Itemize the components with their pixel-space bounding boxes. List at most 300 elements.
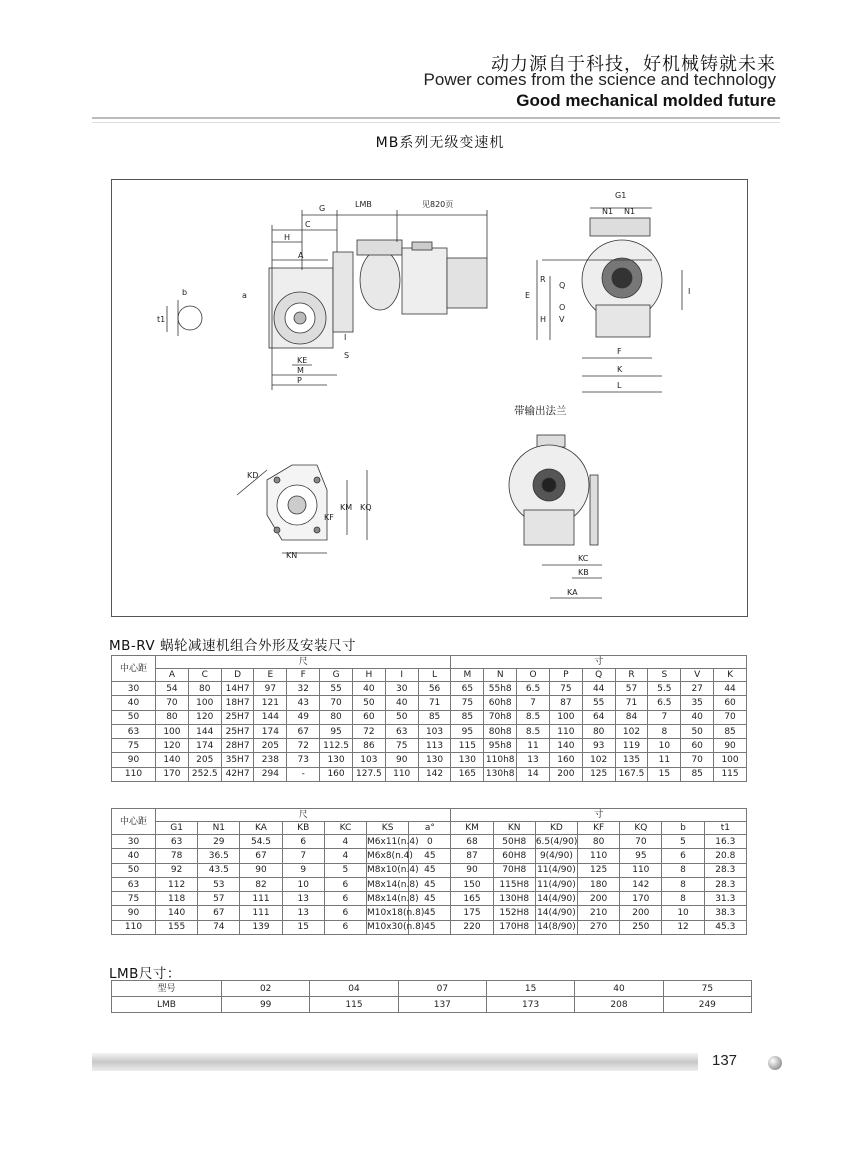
table-cell: - [287, 767, 320, 781]
table-cell: 11 [648, 753, 681, 767]
table-cell: 80 [156, 710, 189, 724]
table-cell: 71 [418, 696, 451, 710]
dim-label-kc: KC [578, 554, 589, 563]
table-cell: 30 [112, 835, 156, 849]
dimension-table-2 [111, 808, 747, 935]
table-cell: 45 [409, 920, 451, 934]
column-header: A [156, 669, 189, 682]
table-cell: 8 [662, 877, 704, 891]
table-cell: 12 [662, 920, 704, 934]
table-cell: 14(8/90) [535, 920, 577, 934]
table-cell: 205 [188, 753, 221, 767]
table-cell: 31.3 [704, 892, 746, 906]
table-cell: 14(4/90) [535, 906, 577, 920]
table-cell: 63 [112, 877, 156, 891]
table-cell: 9(4/90) [535, 849, 577, 863]
dim-label-i: I [344, 333, 347, 342]
table-cell: 100 [714, 753, 747, 767]
table-cell: 85 [714, 724, 747, 738]
table-row [112, 696, 747, 710]
table-cell: 144 [188, 724, 221, 738]
table-cell: 112 [156, 877, 198, 891]
column-header: L [418, 669, 451, 682]
table-cell: 70 [620, 835, 662, 849]
table-cell: 45.3 [704, 920, 746, 934]
table-cell: 111 [240, 892, 282, 906]
lmb-label: LMB [112, 997, 222, 1013]
page-title: MB系列无级变速机 [375, 135, 505, 151]
table-cell: 170H8 [493, 920, 535, 934]
footer-bar [92, 1053, 698, 1071]
table-cell: 42H7 [221, 767, 254, 781]
table1-title: MB-RV 蜗轮减速机组合外形及安装尺寸 [109, 638, 356, 654]
table-cell: 85 [418, 710, 451, 724]
dim-label-ke: KE [297, 356, 308, 365]
dim-label-r: R [540, 275, 546, 284]
column-header: t1 [704, 822, 746, 835]
dim-label-see-page: 见820页 [422, 200, 454, 209]
table-row [112, 849, 747, 863]
table-cell: 125 [582, 767, 615, 781]
table-row [112, 767, 747, 781]
table-cell: 50 [112, 710, 156, 724]
header-rule-thin [92, 122, 780, 123]
table-cell: 130h8 [484, 767, 517, 781]
table-cell: 95 [620, 849, 662, 863]
slogan-english-bold: Good mechanical molded future [516, 91, 776, 110]
table-cell: 78 [156, 849, 198, 863]
table-cell: 115 [451, 739, 484, 753]
table-cell: 121 [254, 696, 287, 710]
table-cell: 160 [320, 767, 353, 781]
table-cell: 82 [240, 877, 282, 891]
table-cell: 55h8 [484, 682, 517, 696]
table-cell: 113 [418, 739, 451, 753]
table-cell: 270 [578, 920, 620, 934]
table-cell: 0 [409, 835, 451, 849]
table-cell: 30 [385, 682, 418, 696]
table-cell: 250 [620, 920, 662, 934]
table-cell: 67 [287, 724, 320, 738]
lmb-cell: 249 [663, 997, 751, 1013]
column-header: Q [582, 669, 615, 682]
table-cell: 100 [188, 696, 221, 710]
table-cell: 95 [451, 724, 484, 738]
lmb-cell: 115 [310, 997, 398, 1013]
table-cell: 57 [198, 892, 240, 906]
table-cell: 7 [648, 710, 681, 724]
column-header: P [549, 669, 582, 682]
dim-label-alpha: a [242, 291, 247, 300]
table-row [112, 682, 747, 696]
table-cell: 14H7 [221, 682, 254, 696]
table-cell: 125 [578, 863, 620, 877]
table-cell: 139 [240, 920, 282, 934]
lmb-cell: 173 [486, 997, 574, 1013]
table-cell: 200 [549, 767, 582, 781]
table-cell: 90 [112, 906, 156, 920]
table-cell: 110 [578, 849, 620, 863]
table-cell: 6 [662, 849, 704, 863]
table-row [112, 892, 747, 906]
table-cell: 90 [451, 863, 493, 877]
table-cell: 200 [578, 892, 620, 906]
dim-label-b: b [182, 288, 188, 297]
dim-label-kq: KQ [360, 503, 372, 512]
table-cell: 13 [282, 906, 324, 920]
column-header: N1 [198, 822, 240, 835]
lmb-cell: 137 [398, 997, 486, 1013]
table-cell: 80h8 [484, 724, 517, 738]
table-cell: 40 [385, 696, 418, 710]
table-cell: 6.5(4/90) [535, 835, 577, 849]
table-cell: 45 [409, 863, 451, 877]
column-header: V [681, 669, 714, 682]
table-cell: 87 [451, 849, 493, 863]
table-cell: 11 [517, 739, 550, 753]
table-cell: 75 [549, 682, 582, 696]
table-row [112, 920, 747, 934]
table-cell: 53 [198, 877, 240, 891]
table-cell: 8 [648, 724, 681, 738]
table-cell: 174 [188, 739, 221, 753]
table-cell: 170 [156, 767, 189, 781]
table-cell: 220 [451, 920, 493, 934]
lmb-cell: 99 [222, 997, 310, 1013]
dim-label-kb: KB [578, 568, 589, 577]
table-cell: 152H8 [493, 906, 535, 920]
table-cell: 90 [112, 753, 156, 767]
table-cell: 6.5 [517, 682, 550, 696]
table-row [112, 710, 747, 724]
table-cell: 200 [620, 906, 662, 920]
table-cell: M10x30(n.8) [367, 920, 409, 934]
column-header: KB [282, 822, 324, 835]
column-header: KN [493, 822, 535, 835]
table-cell: 180 [578, 877, 620, 891]
table-cell: 5 [324, 863, 366, 877]
dim-label-p: P [297, 376, 302, 385]
column-header: KM [451, 822, 493, 835]
table-row [112, 863, 747, 877]
table-cell: 118 [156, 892, 198, 906]
column-header: M [451, 669, 484, 682]
slogan-english: Power comes from the science and technology [423, 70, 776, 89]
dim-label-a: A [298, 251, 304, 260]
table-cell: 56 [418, 682, 451, 696]
lmb-row [112, 997, 752, 1013]
table-cell: 6 [324, 920, 366, 934]
page-dot-icon [768, 1056, 782, 1070]
table-cell: 27 [681, 682, 714, 696]
table-cell: 165 [451, 892, 493, 906]
table-cell: 92 [156, 863, 198, 877]
dim-label-s: S [344, 351, 350, 360]
column-header: K [714, 669, 747, 682]
table-cell: 175 [451, 906, 493, 920]
table-cell: 14 [517, 767, 550, 781]
table-cell: 4 [324, 849, 366, 863]
column-header: S [648, 669, 681, 682]
dim-label-e: E [525, 291, 531, 300]
table-cell: 67 [240, 849, 282, 863]
table-cell: 5 [662, 835, 704, 849]
table-cell: 67 [198, 906, 240, 920]
table-cell: 80 [578, 835, 620, 849]
table-cell: 155 [156, 920, 198, 934]
size-header-b: 寸 [451, 809, 747, 822]
page-number: 137 [712, 1052, 738, 1069]
table-cell: 110 [385, 767, 418, 781]
size-header-b: 寸 [451, 656, 747, 669]
column-header: KS [367, 822, 409, 835]
column-header: G1 [156, 822, 198, 835]
dim-label-kd: KD [247, 471, 259, 480]
size-header-a: 尺 [156, 656, 451, 669]
table-row [112, 724, 747, 738]
center-distance-header: 中心距 [112, 809, 156, 835]
table-cell: 50H8 [493, 835, 535, 849]
table-cell: 54.5 [240, 835, 282, 849]
table-cell: 93 [582, 739, 615, 753]
table-cell: M8x14(n.8) [367, 877, 409, 891]
table-cell: 28.3 [704, 863, 746, 877]
table-cell: 50 [385, 710, 418, 724]
table-cell: 70H8 [493, 863, 535, 877]
table-cell: 50 [681, 724, 714, 738]
model-label: 型号 [112, 981, 222, 997]
table-cell: 54 [156, 682, 189, 696]
table-cell: 130 [320, 753, 353, 767]
column-header: F [287, 669, 320, 682]
dim-label-g: G [319, 204, 326, 213]
table-cell: 65 [451, 682, 484, 696]
table-cell: 103 [418, 724, 451, 738]
table-cell: 40 [681, 710, 714, 724]
dim-label-n1-left: N1 [602, 207, 614, 216]
table-cell: 63 [385, 724, 418, 738]
table-cell: 4 [324, 835, 366, 849]
table-row [112, 906, 747, 920]
table-cell: 40 [112, 696, 156, 710]
table-row [112, 835, 747, 849]
table-cell: 13 [282, 892, 324, 906]
table-cell: 8.5 [517, 724, 550, 738]
dim-label-n1-right: N1 [624, 207, 636, 216]
table-cell: 72 [352, 724, 385, 738]
dimension-table-1 [111, 655, 747, 782]
dim-label-q: Q [559, 281, 566, 290]
dim-label-km: KM [340, 503, 353, 512]
table-cell: 10 [282, 877, 324, 891]
size-header-a: 尺 [156, 809, 451, 822]
table-cell: 80 [320, 710, 353, 724]
table-cell: 70 [714, 710, 747, 724]
column-header: O [517, 669, 550, 682]
table-cell: 74 [198, 920, 240, 934]
table-cell: 102 [615, 724, 648, 738]
table-cell: M8x14(n.8) [367, 892, 409, 906]
table-cell: 40 [112, 849, 156, 863]
table-cell: 7 [282, 849, 324, 863]
table-cell: 44 [714, 682, 747, 696]
table-cell: 85 [681, 767, 714, 781]
table-cell: 140 [156, 753, 189, 767]
model-cell: 75 [663, 981, 751, 997]
column-header: KQ [620, 822, 662, 835]
table-cell: 11(4/90) [535, 863, 577, 877]
table-cell: 174 [254, 724, 287, 738]
column-header: KD [535, 822, 577, 835]
dim-label-o: O [559, 303, 566, 312]
dim-label-kn: KN [286, 551, 298, 560]
table-cell: 210 [578, 906, 620, 920]
table-cell: 45 [409, 906, 451, 920]
table-cell: 60 [352, 710, 385, 724]
table-cell: 97 [254, 682, 287, 696]
table-cell: 73 [287, 753, 320, 767]
table-cell: 80 [188, 682, 221, 696]
table-cell: 32 [287, 682, 320, 696]
dim-label-i-right: I [688, 287, 691, 296]
table-cell: 60 [714, 696, 747, 710]
table-cell: 50 [352, 696, 385, 710]
table-cell: 238 [254, 753, 287, 767]
table-cell: 68 [451, 835, 493, 849]
model-cell: 04 [310, 981, 398, 997]
table-cell: 80 [582, 724, 615, 738]
column-header: KF [578, 822, 620, 835]
table-cell: 130H8 [493, 892, 535, 906]
technical-drawing [111, 179, 748, 617]
table-cell: 165 [451, 767, 484, 781]
table-cell: 13 [517, 753, 550, 767]
model-cell: 15 [486, 981, 574, 997]
column-header: R [615, 669, 648, 682]
table-cell: 5.5 [648, 682, 681, 696]
table-cell: 43 [287, 696, 320, 710]
table-cell: 64 [582, 710, 615, 724]
table-cell: 6.5 [648, 696, 681, 710]
table-cell: 38.3 [704, 906, 746, 920]
table-cell: 252.5 [188, 767, 221, 781]
table-cell: 28.3 [704, 877, 746, 891]
dim-label-m: M [297, 366, 304, 375]
table-cell: 14(4/90) [535, 892, 577, 906]
table-cell: 45 [409, 849, 451, 863]
model-cell: 02 [222, 981, 310, 997]
model-cell: 07 [398, 981, 486, 997]
table-cell: 130 [418, 753, 451, 767]
center-distance-header: 中心距 [112, 656, 156, 682]
table-cell: 50 [112, 863, 156, 877]
table-cell: 40 [352, 682, 385, 696]
table-cell: 170 [620, 892, 662, 906]
table-cell: 6 [324, 892, 366, 906]
table-cell: 119 [615, 739, 648, 753]
column-header: KC [324, 822, 366, 835]
table-cell: 11(4/90) [535, 877, 577, 891]
dim-label-lmb: LMB [355, 200, 372, 209]
table-cell: 45 [409, 892, 451, 906]
table-cell: 28H7 [221, 739, 254, 753]
table-cell: 70h8 [484, 710, 517, 724]
table-cell: 115H8 [493, 877, 535, 891]
table-cell: 9 [282, 863, 324, 877]
table-cell: 18H7 [221, 696, 254, 710]
table-row [112, 877, 747, 891]
table-cell: 142 [620, 877, 662, 891]
table-cell: 29 [198, 835, 240, 849]
column-header: G [320, 669, 353, 682]
dim-label-v: V [559, 315, 565, 324]
table-cell: 84 [615, 710, 648, 724]
table-cell: 49 [287, 710, 320, 724]
table-cell: 44 [582, 682, 615, 696]
table-cell: 75 [385, 739, 418, 753]
table-cell: 70 [681, 753, 714, 767]
table-cell: 95 [320, 724, 353, 738]
dim-label-f: F [617, 347, 622, 356]
table-cell: 95h8 [484, 739, 517, 753]
table-cell: 55 [320, 682, 353, 696]
table-cell: 75 [112, 892, 156, 906]
table-cell: 150 [451, 877, 493, 891]
table-cell: 36.5 [198, 849, 240, 863]
table-cell: 90 [714, 739, 747, 753]
table-cell: 120 [188, 710, 221, 724]
slogan-chinese: 动力源自于科技，好机械铸就未来 [491, 54, 776, 75]
dim-label-kf: KF [324, 513, 334, 522]
table3-title: LMB尺寸： [109, 966, 181, 982]
dim-label-t1: t1 [157, 315, 166, 324]
table-cell: 142 [418, 767, 451, 781]
column-header: C [188, 669, 221, 682]
table-cell: 103 [352, 753, 385, 767]
table-cell: 75 [451, 696, 484, 710]
table-cell: 70 [156, 696, 189, 710]
table-row [112, 739, 747, 753]
table-cell: 25H7 [221, 724, 254, 738]
table-cell: 8 [662, 892, 704, 906]
column-header: KA [240, 822, 282, 835]
table-cell: 167.5 [615, 767, 648, 781]
dim-label-h: H [284, 233, 291, 242]
dim-label-l: L [617, 381, 622, 390]
column-header: D [221, 669, 254, 682]
column-header: N [484, 669, 517, 682]
table-cell: 60h8 [484, 696, 517, 710]
column-header: b [662, 822, 704, 835]
table-cell: 294 [254, 767, 287, 781]
table-cell: 144 [254, 710, 287, 724]
table-cell: 10 [648, 739, 681, 753]
table-cell: 115 [714, 767, 747, 781]
table-cell: M6x8(n.4) [367, 849, 409, 863]
table-cell: 16.3 [704, 835, 746, 849]
table-cell: 6 [324, 906, 366, 920]
table-cell: 140 [549, 739, 582, 753]
table-cell: 55 [582, 696, 615, 710]
column-header: a° [409, 822, 451, 835]
table-cell: 102 [582, 753, 615, 767]
table-cell: 71 [615, 696, 648, 710]
table-cell: 112.5 [320, 739, 353, 753]
table-cell: 140 [156, 906, 198, 920]
table-cell: 63 [156, 835, 198, 849]
table-cell: 35H7 [221, 753, 254, 767]
table-cell: 127.5 [352, 767, 385, 781]
